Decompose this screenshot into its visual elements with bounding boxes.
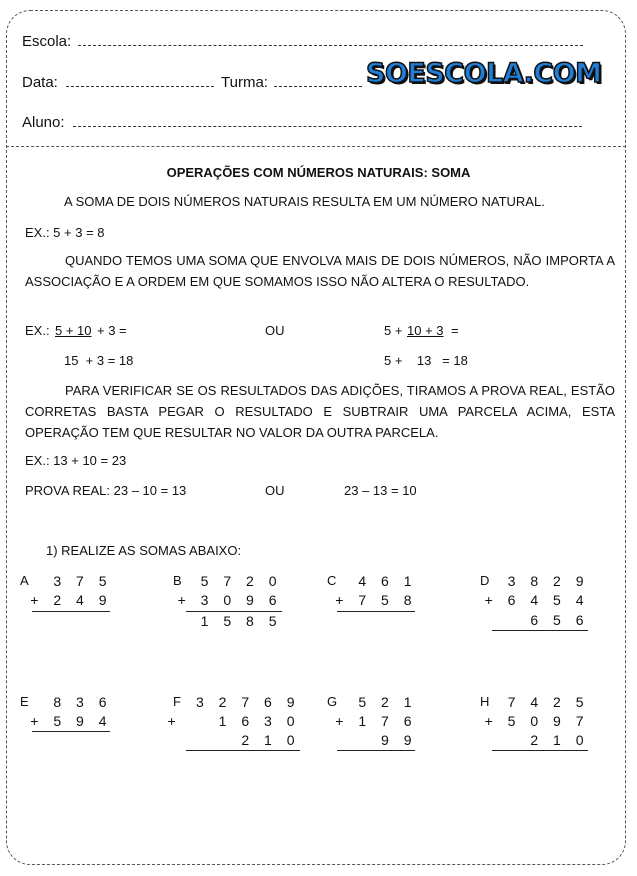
exercise-label: C xyxy=(327,573,337,588)
exercise-top-number: 8 3 6 xyxy=(53,694,112,710)
exercise-addend: + 6 4 5 4 xyxy=(484,592,589,608)
escola-field[interactable] xyxy=(78,45,583,46)
sum-line xyxy=(32,611,110,612)
turma-field[interactable] xyxy=(274,86,362,87)
exercise-top-number: 4 6 1 xyxy=(358,573,417,589)
exercise-top-number: 5 2 1 xyxy=(358,694,417,710)
exercise-addend: + 5 9 4 xyxy=(30,713,112,729)
example-2-right-result: 5 + 13 = 18 xyxy=(384,353,468,368)
exercise-addend: + 1 7 6 xyxy=(335,713,417,729)
exercise-result[interactable]: 1 5 8 5 xyxy=(200,613,282,629)
exercise-addend: + 1 6 3 0 xyxy=(167,713,300,729)
example-2-left-result: 15 + 3 = 18 xyxy=(64,353,134,368)
header-separator xyxy=(6,146,626,147)
exercise-label: G xyxy=(327,694,338,709)
exercise-instruction: 1) REALIZE AS SOMAS ABAIXO: xyxy=(46,543,242,558)
exercise-label: E xyxy=(20,694,29,709)
exercise-addend: + 2 4 9 xyxy=(30,592,112,608)
data-field[interactable] xyxy=(66,86,214,87)
prova-real-alt: 23 – 13 = 10 xyxy=(344,483,417,498)
sum-line xyxy=(337,750,415,751)
exercise-label: H xyxy=(480,694,490,709)
example-2-or: OU xyxy=(265,323,285,338)
prova-real-or: OU xyxy=(265,483,285,498)
aluno-field[interactable] xyxy=(73,126,582,127)
sum-line xyxy=(186,750,300,751)
example-1: EX.: 5 + 3 = 8 xyxy=(25,225,105,240)
exercise-result[interactable]: 2 1 0 xyxy=(530,732,589,748)
exercise-top-number: 3 8 2 9 xyxy=(507,573,589,589)
soescola-logo: SOESCOLA.COM xyxy=(366,58,602,89)
paragraph-2-text: QUANDO TEMOS UMA SOMA QUE ENVOLVA MAIS DE DOIS NÚMEROS, NÃO IMPORTA A ASSOCIAÇÃO E A ORDEM EM QUE SOMAMOS ISSO NÃO ALTERA O RESULTADO. xyxy=(25,253,615,289)
sum-line xyxy=(32,731,110,732)
exercise-label: B xyxy=(173,573,182,588)
exercise-addend: + 7 5 8 xyxy=(335,592,417,608)
exercise-top-number: 3 2 7 6 9 xyxy=(196,694,300,710)
aluno-label: Aluno: xyxy=(22,114,65,131)
example-2-right-first: 5 + xyxy=(384,323,403,338)
data-label: Data: xyxy=(22,74,58,91)
exercise-top-number: 3 7 5 xyxy=(53,573,112,589)
prova-real: PROVA REAL: 23 – 10 = 13 xyxy=(25,483,187,498)
example-2-right-equals: = xyxy=(451,323,459,338)
sum-line xyxy=(186,611,282,612)
exercise-addend: + 3 0 9 6 xyxy=(177,592,282,608)
exercise-result[interactable]: 9 9 xyxy=(381,732,417,748)
example-3: EX.: 13 + 10 = 23 xyxy=(25,453,127,468)
exercise-top-number: 7 4 2 5 xyxy=(507,694,589,710)
example-2-left-rest: + 3 = xyxy=(97,323,127,338)
paragraph-1: A SOMA DE DOIS NÚMEROS NATURAIS RESULTA EM UM NÚMERO NATURAL. xyxy=(64,194,545,209)
paragraph-3-text: PARA VERIFICAR SE OS RESULTADOS DAS ADIÇÕES, TIRAMOS A PROVA REAL, ESTÃO CORRETAS BASTA PEGAR O RESULTADO E SUBTRAIR UMA PARCELA ACIMA, ESTA OPERAÇÃO TEM QUE RESULTAR NO VALOR DA OUTRA PARCELA. xyxy=(25,383,615,440)
paragraph-2 xyxy=(25,250,615,292)
exercise-result[interactable]: 6 5 6 xyxy=(530,612,589,628)
exercise-top-number: 5 7 2 0 xyxy=(200,573,282,589)
turma-label: Turma: xyxy=(221,74,268,91)
exercise-label: A xyxy=(20,573,29,588)
paragraph-3 xyxy=(25,380,615,443)
exercise-label: D xyxy=(480,573,490,588)
escola-label: Escola: xyxy=(22,33,72,50)
example-2-right-grouped: 10 + 3 xyxy=(407,323,444,338)
sum-line xyxy=(337,611,415,612)
exercise-label: F xyxy=(173,694,181,709)
example-2-prefix: EX.: xyxy=(25,323,50,338)
sum-line xyxy=(492,630,588,631)
exercise-result[interactable]: 2 1 0 xyxy=(241,732,300,748)
sum-line xyxy=(492,750,588,751)
exercise-addend: + 5 0 9 7 xyxy=(484,713,589,729)
page-title: OPERAÇÕES COM NÚMEROS NATURAIS: SOMA xyxy=(166,165,471,180)
example-2-left-grouped: 5 + 10 xyxy=(55,323,92,338)
